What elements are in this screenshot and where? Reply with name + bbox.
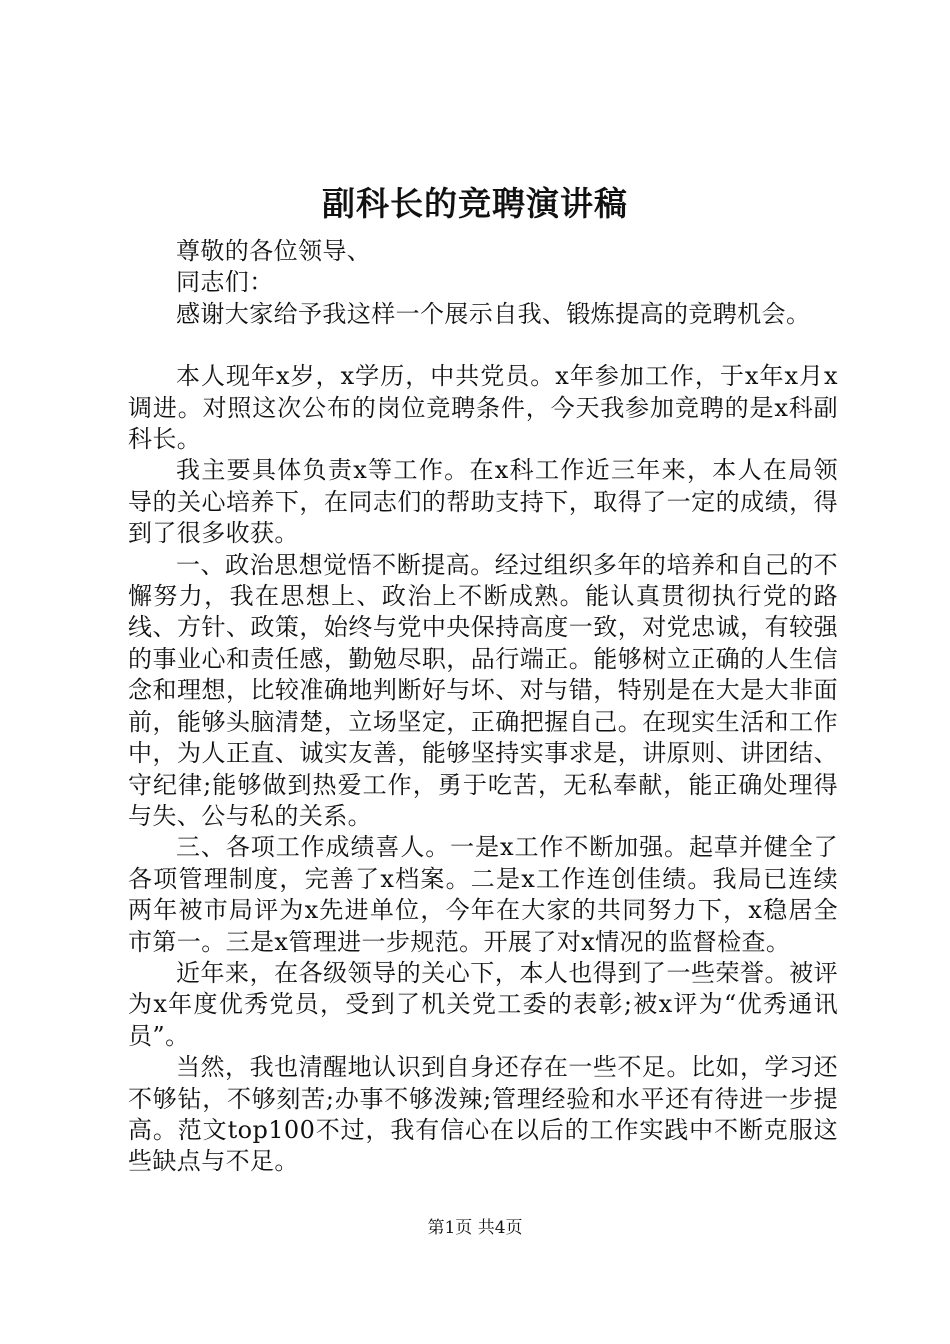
document-body [128, 236, 838, 1178]
political-awareness-paragraph: 一、政治思想觉悟不断提高。经过组织多年的培养和自己的不懈努力，我在思想上、政治上不断成熟。能认真贯彻执行党的路线、方针、政策，始终与党中央保持高度一致，对党忠诚，有较强的事业心和责任感，勤勉尽职，品行端正。能够树立正确的人生信念和理想，比较准确地判断好与坏、对与错，特别是在大是大非面前，能够头脑清楚，立场坚定，正确把握自己。在现实生活和工作中，为人正直、诚实友善，能够坚持实事求是，讲原则、讲团结、守纪律;能够做到热爱工作，勇于吃苦，无私奉献，能正确处理得与失、公与私的关系。 [128, 550, 838, 830]
page-footer: 第1页 共4页 [427, 1218, 523, 1238]
work-achievements-paragraph: 三、各项工作成绩喜人。一是x工作不断加强。起草并健全了各项管理制度，完善了x档案。二是x工作连创佳绩。我局已连续两年被市局评为x先进单位，今年在大家的共同努力下，x稳居全市第一。三是x管理进一步规范。开展了对x情况的监督检查。 [128, 833, 838, 956]
opening-thanks-paragraph: 感谢大家给予我这样一个展示自我、锻炼提高的竞聘机会。 [176, 299, 811, 328]
document-title: 副科长的竞聘演讲稿 [322, 184, 628, 224]
salutation-line-2: 同志们： [176, 268, 274, 297]
honors-paragraph: 近年来，在各级领导的关心下，本人也得到了一些荣誉。被评为x年度优秀党员，受到了机关党工委的表彰;被x评为“优秀通讯员”。 [128, 958, 838, 1050]
shortcomings-paragraph: 当然，我也清醒地认识到自身还存在一些不足。比如，学习还不够钻，不够刻苦;办事不够泼辣;管理经验和水平还有待进一步提高。范文top100不过，我有信心在以后的工作实践中不断克服这些缺点与不足。 [128, 1053, 838, 1176]
work-responsibility-paragraph: 我主要具体负责x等工作。在x科工作近三年来，本人在局领导的关心培养下，在同志们的帮助支持下，取得了一定的成绩，得到了很多收获。 [128, 456, 838, 548]
personal-intro-paragraph: 本人现年x岁，x学历，中共党员。x年参加工作，于x年x月x调进。对照这次公布的岗位竞聘条件，今天我参加竞聘的是x科副科长。 [128, 362, 838, 454]
salutation-line-1: 尊敬的各位领导、 [176, 237, 372, 265]
